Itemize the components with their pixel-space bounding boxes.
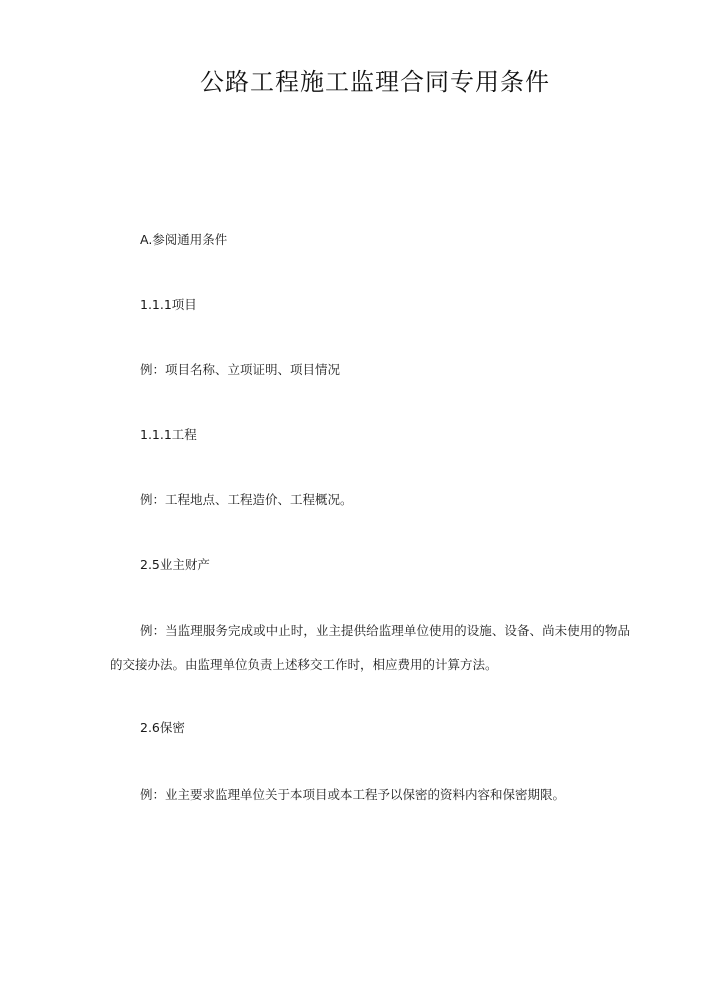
section-example-employer-property: 例：当监理服务完成或中止时，业主提供给监理单位使用的设施、设备、尚未使用的物品的交接办法。由监理单位负责上述移交工作时，相应费用的计算方法。 (110, 623, 630, 672)
section-heading-general-conditions: A.参阅通用条件 (140, 232, 228, 247)
section-example-confidentiality: 例：业主要求监理单位关于本项目或本工程予以保密的资料内容和保密期限。 (140, 787, 566, 802)
section-heading-project: 1.1.1项目 (140, 297, 197, 312)
section-example-works: 例：工程地点、工程造价、工程概况。 (140, 492, 353, 507)
section-heading-confidentiality: 2.6保密 (140, 720, 185, 735)
section-heading-works: 1.1.1工程 (140, 427, 197, 442)
section-heading-employer-property: 2.5业主财产 (140, 557, 210, 572)
section-example-project: 例：项目名称、立项证明、项目情况 (140, 362, 341, 377)
document-title: 公路工程施工监理合同专用条件 (200, 68, 550, 96)
